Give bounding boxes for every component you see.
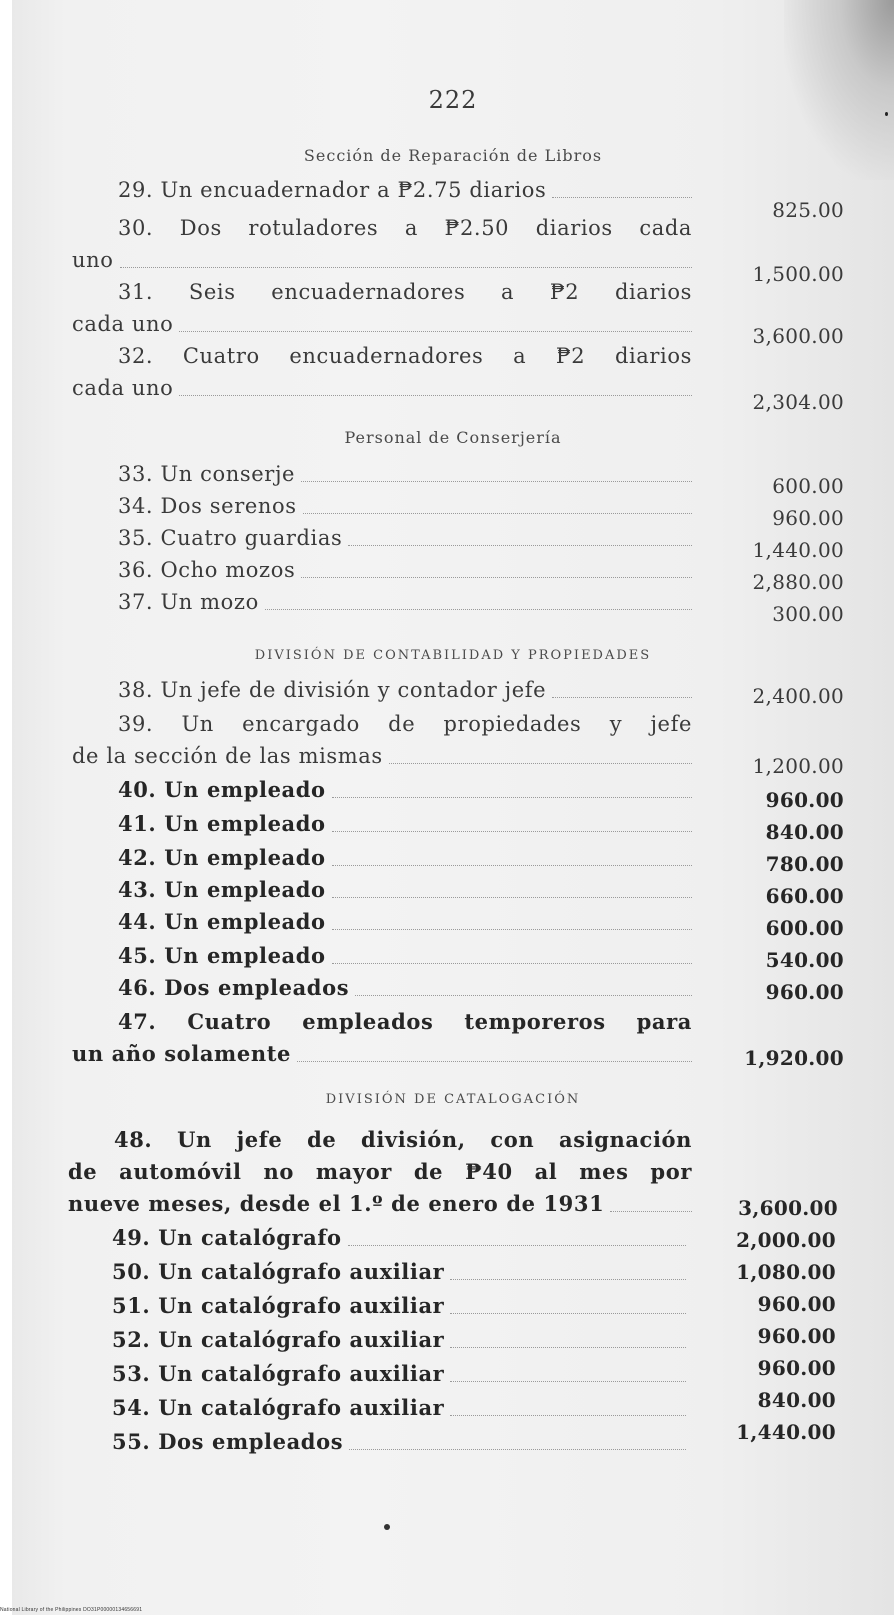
amount-29: 825.00 [772, 198, 844, 222]
section-heading-contabilidad: DIVISIÓN DE CONTABILIDAD Y PROPIEDADES [254, 648, 652, 663]
entry-text: 39. Un encargado de propiedades y jefe [118, 712, 692, 736]
page-number: 222 [428, 86, 478, 114]
entry-text: 32. Cuatro encuadernadores a ₱2 diarios [118, 344, 692, 368]
entry-text: 36. Ocho mozos [118, 558, 296, 582]
entry-34 [72, 490, 692, 522]
entry-text: 49. Un catalógrafo [112, 1225, 342, 1250]
entry-47 [72, 1006, 692, 1070]
amount-51: 960.00 [757, 1292, 836, 1316]
entry-text: 43. Un empleado [118, 877, 326, 902]
entry-text: 48. Un jefe de división, con asignación [114, 1127, 692, 1152]
entry-45 [72, 940, 692, 972]
entry-text-cont: nueve meses, desde el 1.º de enero de 1931 [68, 1191, 605, 1216]
entry-text: 29. Un encuadernador a ₱2.75 diarios [118, 178, 547, 202]
section-heading-catalogacion: DIVISIÓN DE CATALOGACIÓN [325, 1092, 581, 1107]
entry-31 [72, 276, 692, 340]
scan-credit: National Library of the Philippines DO31P00000134656691 [0, 1607, 143, 1613]
entry-32 [72, 340, 692, 404]
entry-50 [66, 1256, 686, 1288]
entry-30 [72, 212, 692, 276]
entry-text-cont: de la sección de las mismas [72, 744, 383, 768]
ink-speck [885, 112, 888, 116]
entry-text: 37. Un mozo [118, 590, 259, 614]
amount-46: 960.00 [765, 980, 844, 1004]
entry-29 [72, 174, 692, 206]
entry-38 [72, 674, 692, 706]
entry-text: 52. Un catalógrafo auxiliar [112, 1327, 445, 1352]
entry-53 [66, 1358, 686, 1390]
amount-52: 960.00 [757, 1324, 836, 1348]
entry-text: 46. Dos empleados [118, 975, 350, 1000]
entry-40 [72, 774, 692, 806]
amount-49: 2,000.00 [736, 1228, 836, 1252]
entry-46 [72, 972, 692, 1004]
entry-text: 44. Un empleado [118, 909, 326, 934]
amount-39: 1,200.00 [752, 754, 844, 778]
entry-text: 35. Cuatro guardias [118, 526, 343, 550]
entry-text-cont: de automóvil no mayor de ₱40 al mes por [68, 1159, 692, 1184]
amount-53: 960.00 [757, 1356, 836, 1380]
entry-text: 50. Un catalógrafo auxiliar [112, 1259, 445, 1284]
amount-55: 1,440.00 [736, 1420, 836, 1444]
entry-text: 51. Un catalógrafo auxiliar [112, 1293, 445, 1318]
entry-text-cont: uno [72, 248, 114, 272]
entry-text-cont: un año solamente [72, 1041, 291, 1066]
entry-text: 34. Dos serenos [118, 494, 297, 518]
entry-text: 53. Un catalógrafo auxiliar [112, 1361, 445, 1386]
amount-40: 960.00 [765, 788, 844, 812]
entry-42 [72, 842, 692, 874]
section-heading-reparacion: Sección de Reparación de Libros [303, 146, 603, 165]
amount-32: 2,304.00 [752, 390, 844, 414]
entry-text: 38. Un jefe de división y contador jefe [118, 678, 547, 702]
amount-31: 3,600.00 [752, 324, 844, 348]
entry-37 [72, 586, 692, 618]
amount-35: 1,440.00 [752, 538, 844, 562]
entry-text: 40. Un empleado [118, 777, 326, 802]
entry-text: 54. Un catalógrafo auxiliar [112, 1395, 445, 1420]
amount-43: 660.00 [765, 884, 844, 908]
entry-text-cont: cada uno [72, 312, 174, 336]
entry-51 [66, 1290, 686, 1322]
amount-30: 1,500.00 [752, 262, 844, 286]
amount-47: 1,920.00 [744, 1046, 844, 1070]
entry-55 [66, 1426, 686, 1458]
entry-text: 33. Un conserje [118, 462, 296, 486]
amount-41: 840.00 [765, 820, 844, 844]
entry-text: 45. Un empleado [118, 943, 326, 968]
amount-42: 780.00 [765, 852, 844, 876]
entry-text: 41. Un empleado [118, 811, 326, 836]
amount-54: 840.00 [757, 1388, 836, 1412]
amount-37: 300.00 [772, 602, 844, 626]
amount-33: 600.00 [772, 474, 844, 498]
entry-54 [66, 1392, 686, 1424]
entry-49 [66, 1222, 686, 1254]
entry-52 [66, 1324, 686, 1356]
entry-text: 47. Cuatro empleados temporeros para [118, 1009, 692, 1034]
entry-text: 31. Seis encuadernadores a ₱2 diarios [118, 280, 692, 304]
amount-36: 2,880.00 [752, 570, 844, 594]
entry-text-cont: cada uno [72, 376, 174, 400]
entry-text: 42. Un empleado [118, 845, 326, 870]
entry-48 [68, 1124, 692, 1220]
entry-36 [72, 554, 692, 586]
amount-45: 540.00 [765, 948, 844, 972]
entry-text: 55. Dos empleados [112, 1429, 344, 1454]
entry-43 [72, 874, 692, 906]
scanned-page [12, 0, 894, 1615]
entry-41 [72, 808, 692, 840]
entry-39 [72, 708, 692, 772]
entry-35 [72, 522, 692, 554]
amount-44: 600.00 [765, 916, 844, 940]
amount-50: 1,080.00 [736, 1260, 836, 1284]
amount-38: 2,400.00 [752, 684, 844, 708]
entry-text: 30. Dos rotuladores a ₱2.50 diarios cada [118, 216, 692, 240]
amount-34: 960.00 [772, 506, 844, 530]
entry-44 [72, 906, 692, 938]
entry-33 [72, 458, 692, 490]
section-heading-conserjeria: Personal de Conserjería [344, 428, 562, 447]
amount-48: 3,600.00 [738, 1196, 838, 1220]
ink-dot [384, 1524, 390, 1530]
